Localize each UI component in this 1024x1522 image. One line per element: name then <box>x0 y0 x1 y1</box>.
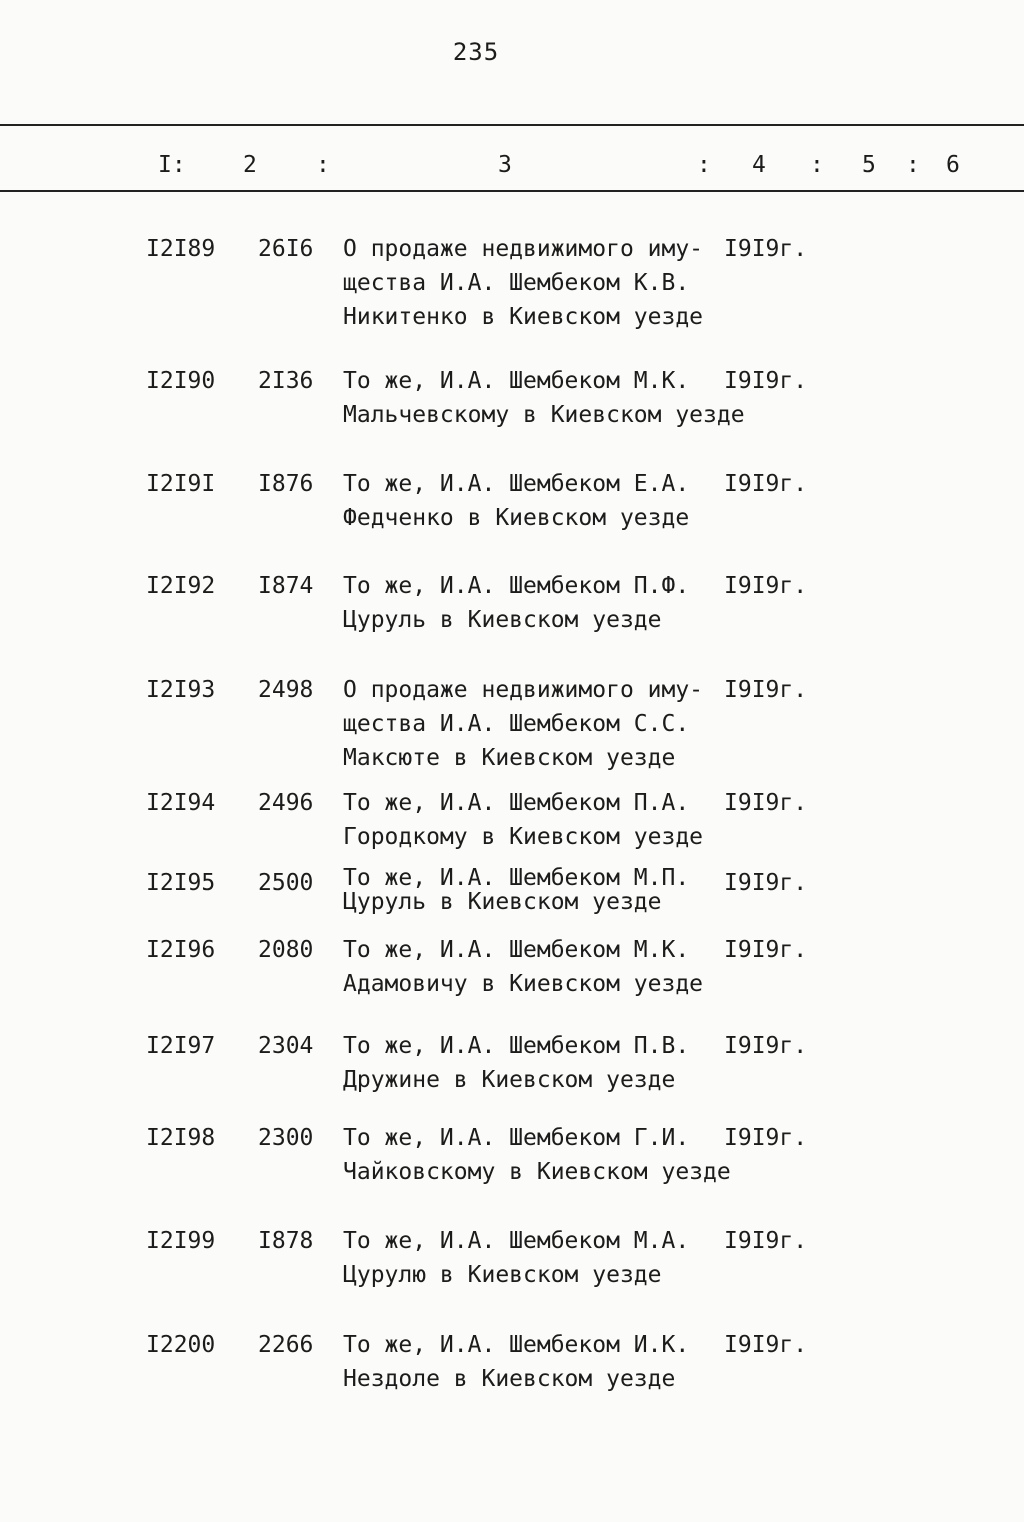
record-year: I9I9г. <box>724 677 808 703</box>
record-title-line: То же, И.А. Шембеком И.К. <box>343 1332 690 1358</box>
record-year: I9I9г. <box>724 870 808 896</box>
record-title-line: То же, И.А. Шембеком М.А. <box>343 1228 690 1254</box>
record-title-line: Цуруль в Киевском уезде <box>343 607 662 633</box>
record-title-line: То же, И.А. Шембеком М.К. <box>343 368 690 394</box>
record-title <box>343 1224 723 1292</box>
record-code: 2498 <box>258 677 314 703</box>
record-code: 2080 <box>258 937 314 963</box>
record-title-line: О продаже недвижимого иму- <box>343 677 704 703</box>
record-number: I2I95 <box>146 870 216 896</box>
record-title <box>343 786 723 854</box>
column-header-6: 6 <box>946 152 960 178</box>
record-code: 2304 <box>258 1033 314 1059</box>
record-title <box>343 933 723 1001</box>
record-title-line: То же, И.А. Шембеком П.В. <box>343 1033 690 1059</box>
column-header-3: 3 <box>498 152 512 178</box>
record-year: I9I9г. <box>724 1125 808 1151</box>
record-title-line: То же, И.А. Шембеком Е.А. <box>343 471 690 497</box>
record-title-line: Мальчевскому в Киевском уезде <box>343 402 745 428</box>
column-separator: : <box>316 152 330 178</box>
column-separator: : <box>906 152 920 178</box>
record-number: I2I96 <box>146 937 216 963</box>
record-title <box>343 569 723 637</box>
record-title <box>343 232 723 334</box>
record-title <box>343 866 723 914</box>
record-number: I2I90 <box>146 368 216 394</box>
record-code: I878 <box>258 1228 314 1254</box>
record-code: 2500 <box>258 870 314 896</box>
record-title-line: Нездоле в Киевском уезде <box>343 1366 676 1392</box>
record-title <box>343 364 745 432</box>
column-header-2: 2 <box>243 152 257 178</box>
page-number: 235 <box>452 38 500 66</box>
record-code: I876 <box>258 471 314 497</box>
record-title-line: Цурулю в Киевском уезде <box>343 1262 662 1288</box>
record-year: I9I9г. <box>724 1332 808 1358</box>
record-number: I2I93 <box>146 677 216 703</box>
record-code: 26I6 <box>258 236 314 262</box>
record-year: I9I9г. <box>724 236 808 262</box>
record-code: 2300 <box>258 1125 314 1151</box>
record-title-line: Максюте в Киевском уезде <box>343 745 676 771</box>
record-number: I2200 <box>146 1332 216 1358</box>
record-title-line: То же, И.А. Шембеком Г.И. <box>343 1125 690 1151</box>
record-year: I9I9г. <box>724 573 808 599</box>
record-code: I874 <box>258 573 314 599</box>
record-year: I9I9г. <box>724 368 808 394</box>
record-title <box>343 1121 731 1189</box>
record-title-line: Федченко в Киевском уезде <box>343 505 690 531</box>
record-title-line: Городкому в Киевском уезде <box>343 824 704 850</box>
record-title-line: щества И.А. Шембеком К.В. <box>343 270 690 296</box>
record-number: I2I94 <box>146 790 216 816</box>
column-separator: : <box>697 152 711 178</box>
record-title-line: То же, И.А. Шембеком М.К. <box>343 937 690 963</box>
column-separator: : <box>810 152 824 178</box>
record-title <box>343 1029 723 1097</box>
record-title-line: То же, И.А. Шембеком П.А. <box>343 790 690 816</box>
record-number: I2I98 <box>146 1125 216 1151</box>
record-title <box>343 673 723 775</box>
record-title <box>343 1328 723 1396</box>
record-number: I2I97 <box>146 1033 216 1059</box>
record-title-line: Адамовичу в Киевском уезде <box>343 971 704 997</box>
record-title-line: Дружине в Киевском уезде <box>343 1067 676 1093</box>
record-code: 2496 <box>258 790 314 816</box>
record-number: I2I99 <box>146 1228 216 1254</box>
record-year: I9I9г. <box>724 937 808 963</box>
record-number: I2I92 <box>146 573 216 599</box>
record-code: 2266 <box>258 1332 314 1358</box>
record-year: I9I9г. <box>724 1033 808 1059</box>
record-title-line: То же, И.А. Шембеком П.Ф. <box>343 573 690 599</box>
record-number: I2I89 <box>146 236 216 262</box>
record-number: I2I9I <box>146 471 216 497</box>
record-title-line: Цуруль в Киевском уезде <box>343 889 662 915</box>
column-header-4: 4 <box>752 152 766 178</box>
record-code: 2I36 <box>258 368 314 394</box>
column-header-1: I: <box>158 152 186 178</box>
record-title <box>343 467 723 535</box>
column-header-5: 5 <box>862 152 876 178</box>
record-year: I9I9г. <box>724 1228 808 1254</box>
record-title-line: щества И.А. Шембеком С.С. <box>343 711 690 737</box>
record-title-line: О продаже недвижимого иму- <box>343 236 704 262</box>
record-year: I9I9г. <box>724 471 808 497</box>
record-title-line: Чайковскому в Киевском уезде <box>343 1159 731 1185</box>
record-title-line: То же, И.А. Шембеком М.П. <box>343 865 690 891</box>
record-year: I9I9г. <box>724 790 808 816</box>
record-title-line: Никитенко в Киевском уезде <box>343 304 704 330</box>
